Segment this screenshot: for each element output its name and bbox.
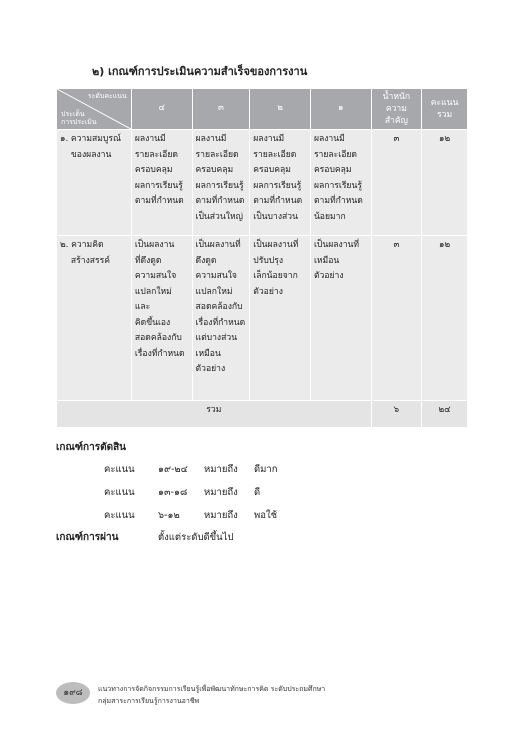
level-cell: เป็นผลงานที่ เหมือนตัวอย่าง [310,236,371,401]
judging-title: เกณฑ์การตัดสิน [56,442,127,453]
total-header: คะแนน รวม [422,89,468,130]
criterion-cell: ๑. ความสมบูรณ์ ของผลงาน [57,130,132,236]
page-number: ๑๙๘ [56,682,90,704]
level-cell: เป็นผลงาน ที่ดึงดูด ความสนใจ แปลกใหม่ และ คิดขึ้นเอง สอดคล้องกับ เรื่องที่กำหนด [131,236,192,401]
judging-level: ดี [254,487,261,498]
sum-row [57,401,468,428]
judging-range: ๑๙-๒๔ [158,464,188,475]
footer-line-2: กลุ่มสาระการเรียนรู้การงานอาชีพ [98,697,200,705]
corner-top-label: ระดับคะแนน [87,92,127,100]
judging-label: คะแนน [104,464,135,475]
pass-text: ตั้งแต่ระดับดีขึ้นไป [158,532,234,543]
sum-label: รวม [57,401,372,428]
judging-range: ๑๓-๑๘ [158,487,188,498]
sum-total: ๒๔ [422,401,468,428]
diagonal-corner-cell [57,89,132,130]
level-header: ๒ [250,89,311,130]
weight-cell: ๓ [371,236,422,401]
level-cell: เป็นผลงานที่ ดึงดูด ความสนใจ แปลกใหม่ สอดคล้องกับ เรื่องที่กำหนด แต่บางส่วน เหมือนตัวอย่าง [192,236,250,401]
level-cell: ผลงานมี รายละเอียด ครอบคลุม ผลการเรียนรู้ ตามที่กำหนด เป็นส่วนใหญ่ [192,130,250,236]
pass-title: เกณฑ์การผ่าน [56,532,119,543]
judging-label: คะแนน [104,510,135,521]
sum-weight: ๖ [371,401,422,428]
footer-line-1: แนวทางการจัดกิจกรรมการเรียนรู้เพื่อพัฒนาทักษะการคิด ระดับประถมศึกษา [98,685,326,693]
corner-bottom-label: ประเด็น การประเมิน [61,110,97,126]
judging-range: ๖-๑๒ [158,510,180,521]
total-cell: ๑๒ [422,236,468,401]
level-header: ๓ [192,89,250,130]
section-heading: ๒) เกณฑ์การประเมินความสำเร็จของการงาน [92,65,308,78]
rubric-row [57,236,468,401]
criterion-cell: ๒. ความคิด สร้างสรรค์ [57,236,132,401]
level-cell: ผลงานมี รายละเอียด ครอบคลุม ผลการเรียนรู้ ตามที่กำหนด [131,130,192,236]
level-cell: ผลงานมี รายละเอียด ครอบคลุม ผลการเรียนรู้ ตามที่กำหนด เป็นบางส่วน [250,130,311,236]
weight-cell: ๓ [371,130,422,236]
rubric-header-row [57,89,468,130]
level-cell: ผลงานมี รายละเอียด ครอบคลุม ผลการเรียนรู้ ตามที่กำหนด น้อยมาก [310,130,371,236]
level-cell: เป็นผลงานที่ ปรับปรุง เล็กน้อยจาก ตัวอย่าง [250,236,311,401]
weight-header: น้ำหนัก ความสำคัญ [371,89,422,130]
judging-level: ดีมาก [254,464,278,475]
rubric-row [57,130,468,236]
total-cell: ๑๒ [422,130,468,236]
judging-means: หมายถึง [204,464,238,475]
judging-level: พอใช้ [254,510,278,521]
judging-means: หมายถึง [204,487,238,498]
rubric-table [56,88,468,428]
level-header: ๔ [131,89,192,130]
level-header: ๑ [310,89,371,130]
judging-means: หมายถึง [204,510,238,521]
judging-label: คะแนน [104,487,135,498]
